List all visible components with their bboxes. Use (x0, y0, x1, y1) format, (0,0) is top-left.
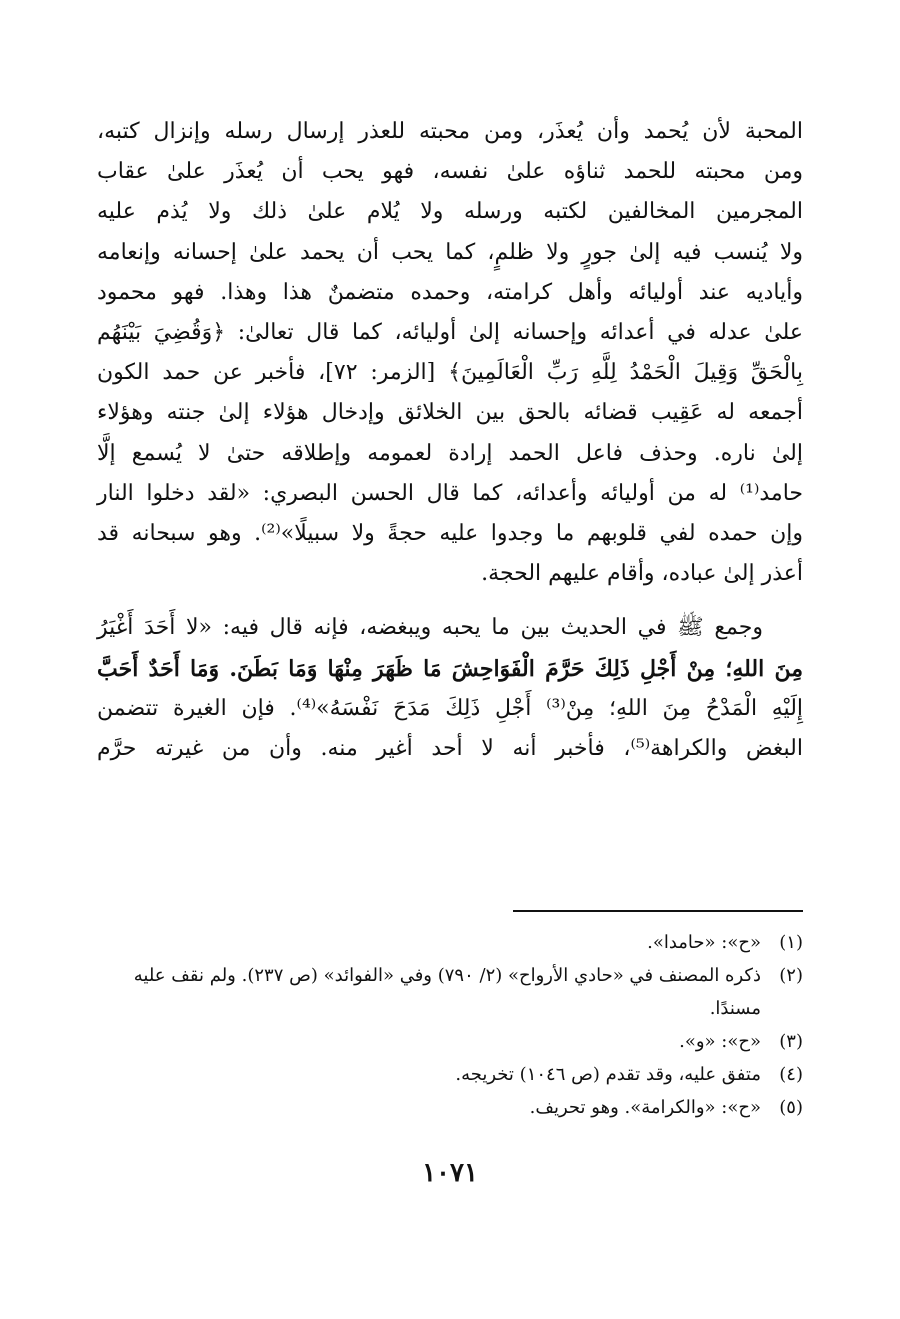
footnote-5 (97, 1091, 803, 1124)
page-number: ١٠٧١ (422, 1158, 478, 1188)
footnote-2 (97, 959, 803, 1025)
footnote-divider (513, 910, 803, 912)
text-line: ولا يُنسب فيه إلىٰ جورٍ ولا ظلمٍ، كما يحب أن يحمد علىٰ إحسانه وإنعامه (97, 239, 803, 265)
text-line: أجمعه له عَقِيب قضائه بالحق بين الخلائق وإدخال هؤلاء إلىٰ جنته وهؤلاء (97, 400, 803, 426)
text-line: أعذر إلىٰ عباده، وأقام عليهم الحجة. (481, 561, 803, 587)
text-line: بِالْحَقِّ وَقِيلَ الْحَمْدُ لِلَّهِ رَبِّ الْعَالَمِينَ﴾ [الزمر: ٧٢]، فأخبر عن حمد الكون (97, 360, 804, 386)
text-line: وأياديه عند أوليائه وأهل كرامته، وحمده متضمنٌ هذا وهذا. فهو محمود (97, 279, 803, 305)
text-line: علىٰ عدله في أعدائه وإحسانه إلىٰ أوليائه، كما قال تعالىٰ: ﴿وَقُضِيَ بَيْنَهُم (97, 320, 803, 346)
footnote-3 (97, 1025, 803, 1058)
text-line: إِلَيْهِ الْمَدْحُ مِنَ اللهِ؛ مِنْ⁽³⁾ أَجْلِ ذَلِكَ مَدَحَ نَفْسَهُ»⁽⁴⁾. فإن الغيرة تتضمن (97, 695, 804, 721)
footnote-number: (٤) (779, 1064, 803, 1085)
text-line: ومن محبته للحمد ثناؤه علىٰ نفسه، فهو يحب أن يُعذَر علىٰ عقاب (97, 159, 803, 185)
footnote-text: ذكره المصنف في «حادي الأرواح» (٢/ ٧٩٠) وفي «الفوائد» (ص ٢٣٧). ولم نقف عليه مسندًا. (133, 965, 761, 1019)
footnotes (97, 926, 803, 1124)
text-line: المجرمين المخالفين لكتبه ورسله ولا يُلام علىٰ ذلك ولا يُذم عليه (97, 199, 803, 225)
footnote-1 (97, 926, 803, 959)
paragraph-1 (97, 112, 803, 594)
footnote-number: (٢) (779, 965, 803, 986)
footnote-4 (97, 1058, 803, 1091)
text-line: المحبة لأن يُحمد وأن يُعذَر، ومن محبته للعذر إرسال رسله وإنزال كتبه، (97, 119, 803, 144)
footnote-text: «ح»: «حامدا». (647, 932, 761, 953)
text-line: البغض والكراهة⁽⁵⁾، فأخبر أنه لا أحد أغير منه. وأن من غيرته حرَّم (97, 736, 803, 762)
text-line: حامد⁽¹⁾ له من أوليائه وأعدائه، كما قال الحسن البصري: «لقد دخلوا النار (97, 480, 803, 506)
text-line: مِنَ اللهِ؛ مِنْ أَجْلِ ذَلِكَ حَرَّمَ الْفَوَاحِشَ مَا ظَهَرَ مِنْهَا وَمَا بَطَنَ. وَمَا أَحَدٌ أَحَبَّ (97, 655, 803, 682)
main-text (97, 112, 803, 769)
footnote-number: (١) (779, 932, 803, 953)
paragraph-2 (97, 608, 803, 769)
footnote-text: «ح»: «و». (679, 1031, 761, 1052)
footnote-text: متفق عليه، وقد تقدم (ص ١٠٤٦) تخريجه. (455, 1064, 761, 1085)
footnote-text: «ح»: «والكرامة». وهو تحريف. (529, 1097, 761, 1118)
text-line: وجمع ﷺ في الحديث بين ما يحبه ويبغضه، فإنه قال فيه: «لا أَحَدَ أَغْيَرُ (97, 615, 763, 641)
text-line: إلىٰ ناره. وحذف فاعل الحمد إرادة لعمومه وإطلاقه حتىٰ لا يُسمع إلَّا (97, 440, 803, 466)
footnote-number: (٣) (779, 1031, 803, 1052)
footnote-number: (٥) (779, 1097, 803, 1118)
text-line: وإن حمده لفي قلوبهم ما وجدوا عليه حجةً ولا سبيلًا»⁽²⁾. وهو سبحانه قد (97, 521, 803, 547)
